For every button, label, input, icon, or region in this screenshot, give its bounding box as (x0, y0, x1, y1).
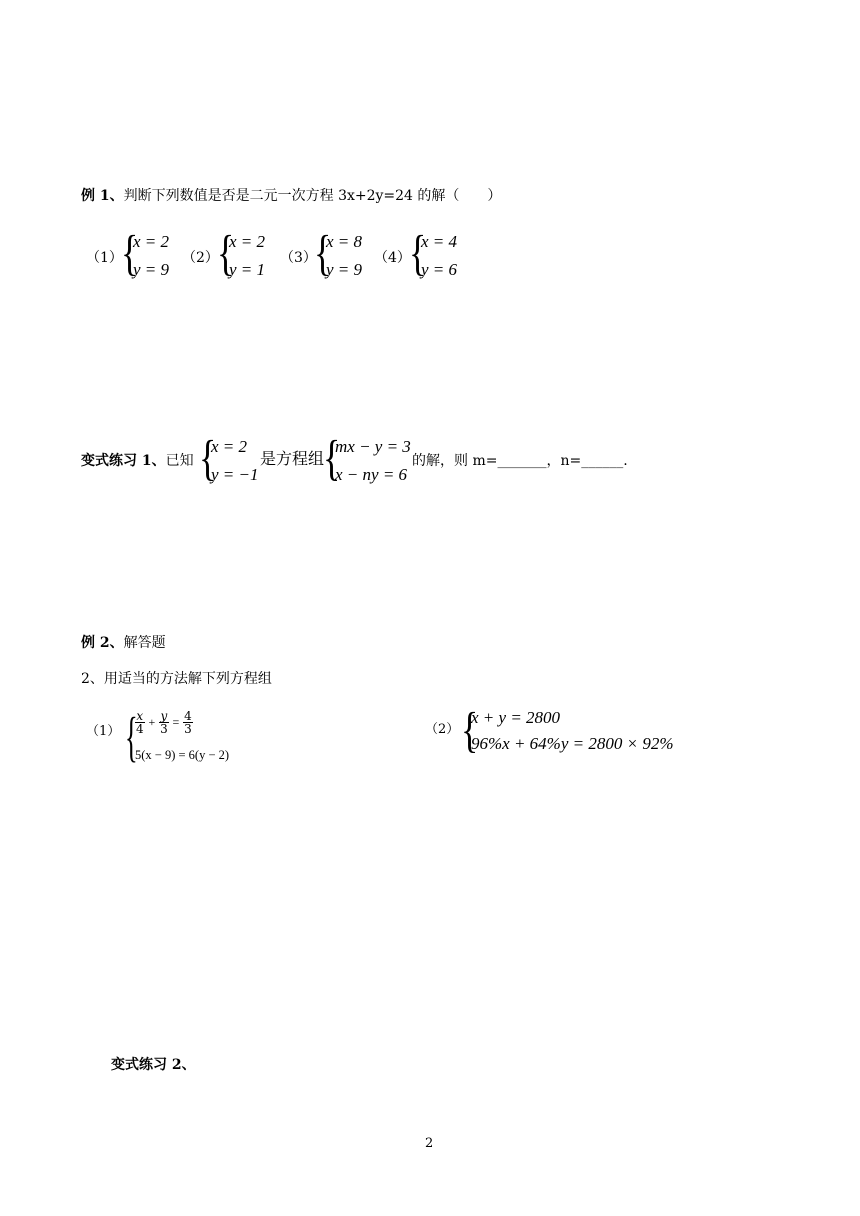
option4-eq2: y = 6 (421, 260, 458, 279)
brace-icon: { (461, 701, 479, 758)
example2-subheading: 2、用适当的方法解下列方程组 (81, 671, 272, 687)
q1-frac1 (135, 710, 145, 735)
page-number: 2 (425, 1136, 434, 1151)
practice1-text-c: 的解，则 m=_______，n=______. (412, 453, 628, 469)
option3-eq2: y = 9 (326, 260, 363, 279)
practice2-heading: 变式练习 2、 (111, 1057, 196, 1073)
example1-label: 例 1、 (81, 188, 124, 204)
q1-frac3-num: 4 (184, 709, 192, 723)
practice1-sys-eq2: x − ny = 6 (335, 465, 408, 484)
example2-title: 解答题 (123, 635, 166, 651)
brace-icon: { (323, 429, 341, 486)
q1-system (125, 708, 285, 768)
q1-plus: + (148, 715, 156, 729)
option1-label: （1） (86, 250, 123, 266)
brace-icon: { (217, 224, 235, 281)
option1-eq2: y = 9 (133, 260, 170, 279)
brace-icon: { (314, 224, 332, 281)
practice1-label: 变式练习 1、 (81, 453, 166, 469)
brace-icon: { (125, 706, 138, 768)
q1-label: （1） (86, 724, 121, 739)
q1-frac2-den: 3 (160, 722, 168, 736)
practice1-prefix (81, 451, 194, 471)
practice1-text-b: 是方程组 (260, 449, 325, 468)
practice1-sol-eq1: x = 2 (211, 437, 248, 456)
q2-eq2: 96%x + 64%y = 2800 × 92% (471, 734, 674, 753)
brace-icon: { (409, 224, 427, 281)
q2-eq1: x + y = 2800 (471, 708, 561, 727)
option1-eq1: x = 2 (133, 232, 170, 251)
q2-label: （2） (425, 722, 460, 737)
brace-icon: { (199, 429, 217, 486)
brace-icon: { (121, 224, 139, 281)
option4-eq1: x = 4 (421, 232, 458, 251)
q1-frac2 (159, 710, 169, 735)
example2-label: 例 2、 (81, 635, 124, 651)
example1-heading (81, 186, 501, 206)
example2-heading (81, 633, 166, 653)
example1-question: 判断下列数值是否是二元一次方程 3x+2y=24 的解（ ） (123, 188, 502, 204)
q1-eq2: 5(x − 9) = 6(y − 2) (135, 748, 230, 762)
option2-eq2: y = 1 (229, 260, 266, 279)
q1-eq1 (135, 710, 193, 735)
practice1-sys-eq1: mx − y = 3 (335, 437, 411, 456)
q1-frac3 (183, 710, 193, 735)
option3-label: （3） (280, 250, 317, 266)
option4-label: （4） (374, 250, 411, 266)
option3-eq1: x = 8 (326, 232, 363, 251)
q1-equals: = (172, 715, 180, 729)
q1-frac1-den: 4 (136, 722, 144, 736)
q1-frac3-den: 3 (184, 722, 192, 736)
option2-label: （2） (182, 250, 219, 266)
option2-eq1: x = 2 (229, 232, 266, 251)
practice1-sol-eq2: y = −1 (211, 465, 259, 484)
practice1-text-a: 已知 (165, 453, 194, 469)
q1-frac1-num: x (136, 709, 144, 723)
q1-frac2-num: y (160, 709, 168, 723)
